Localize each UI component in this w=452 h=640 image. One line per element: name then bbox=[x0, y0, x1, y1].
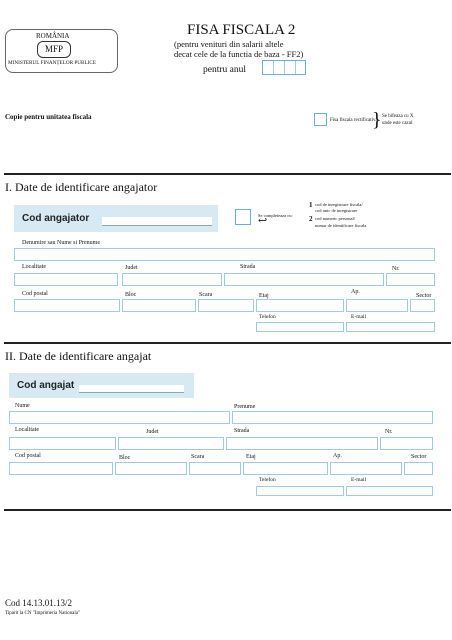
employee-code-label: Cod angajat bbox=[17, 380, 75, 391]
option1-line2: cod unic de inregistrare bbox=[315, 208, 358, 213]
employee-firstname-label: Prenume bbox=[234, 404, 256, 410]
employee-sector-input[interactable] bbox=[404, 462, 433, 475]
employee-surname-input[interactable] bbox=[9, 411, 230, 424]
employee-county-label: Judet bbox=[146, 429, 159, 435]
option2-line2: numar de identificare fiscala bbox=[315, 223, 367, 228]
employer-code-label: Cod angajator bbox=[22, 213, 90, 224]
employer-block-label: Bloc bbox=[125, 292, 137, 298]
arrow-icon: ↩ bbox=[258, 215, 268, 227]
form-subtitle-line1: (pentru venituri din salarii altele bbox=[174, 39, 284, 49]
employer-floor-input[interactable] bbox=[256, 299, 344, 312]
employee-phone-input[interactable] bbox=[256, 486, 344, 496]
employer-nr-label: Nr. bbox=[392, 266, 400, 272]
rectifying-checkbox[interactable] bbox=[314, 113, 327, 126]
employee-locality-label: Localitate bbox=[15, 427, 39, 433]
employee-apt-input[interactable] bbox=[330, 462, 402, 475]
employer-county-label: Judet bbox=[125, 265, 138, 271]
employer-locality-input[interactable] bbox=[14, 273, 118, 286]
logo-text: MFP bbox=[44, 44, 63, 54]
section1-top-rule bbox=[4, 173, 451, 175]
mfp-logo bbox=[37, 41, 71, 58]
code-type-checkbox[interactable] bbox=[235, 209, 251, 225]
employee-street-input[interactable] bbox=[226, 437, 378, 450]
employee-code-box[interactable] bbox=[9, 373, 194, 398]
rectifying-label: Fisa fiscala rectificativa bbox=[330, 118, 378, 123]
employer-code-input[interactable] bbox=[102, 217, 212, 226]
employer-block-input[interactable] bbox=[122, 299, 196, 312]
employee-locality-input[interactable] bbox=[9, 437, 116, 450]
employer-nr-input[interactable] bbox=[386, 273, 435, 286]
employee-floor-label: Etaj bbox=[246, 454, 256, 460]
employee-nr-input[interactable] bbox=[380, 437, 433, 450]
form-code: Cod 14.13.01.13/2 bbox=[5, 598, 73, 608]
employer-code-box[interactable] bbox=[14, 205, 218, 232]
ministry-label: MINISTERUL FINANȚELOR PUBLICE bbox=[8, 60, 96, 66]
employee-phone-label: Telefon bbox=[259, 477, 276, 483]
employer-stair-input[interactable] bbox=[198, 299, 254, 312]
country-label: ROMÂNIA bbox=[36, 32, 70, 40]
employer-county-input[interactable] bbox=[122, 273, 222, 286]
employee-apt-label: Ap. bbox=[333, 453, 342, 459]
employer-sector-input[interactable] bbox=[410, 299, 435, 312]
employee-surname-label: Nume bbox=[15, 403, 30, 409]
brace-icon: } bbox=[372, 109, 382, 131]
employer-street-label: Strada bbox=[240, 264, 256, 270]
employee-floor-input[interactable] bbox=[243, 462, 328, 475]
employer-phone-input[interactable] bbox=[256, 322, 344, 332]
employee-street-label: Strada bbox=[234, 428, 250, 434]
year-input[interactable] bbox=[262, 60, 306, 75]
employer-sector-label: Sector bbox=[416, 293, 432, 299]
employee-stair-label: Scara bbox=[191, 454, 205, 460]
employee-firstname-input[interactable] bbox=[232, 411, 433, 424]
mark-note-line1: Se bifeaza cu X bbox=[382, 114, 414, 119]
form-subtitle-line2: decat cele de la functia de baza - FF2) bbox=[174, 49, 304, 59]
option1-number: 1 bbox=[309, 201, 313, 209]
section2-top-rule bbox=[4, 342, 451, 344]
employer-name-input[interactable] bbox=[14, 248, 435, 261]
employer-stair-label: Scara bbox=[199, 292, 213, 298]
employee-block-input[interactable] bbox=[115, 462, 187, 475]
option1-line1: cod de inregistrare fiscala/ bbox=[315, 202, 363, 207]
employer-floor-label: Etaj bbox=[259, 293, 269, 299]
employer-email-input[interactable] bbox=[346, 322, 435, 332]
employee-email-input[interactable] bbox=[346, 486, 433, 496]
mark-note-line2: unde este cazul bbox=[382, 121, 413, 126]
employee-postal-input[interactable] bbox=[9, 462, 113, 475]
employer-postal-label: Cod postal bbox=[22, 291, 48, 297]
employee-stair-input[interactable] bbox=[189, 462, 241, 475]
employer-apt-input[interactable] bbox=[346, 299, 408, 312]
employer-locality-label: Localitate bbox=[22, 264, 46, 270]
employee-county-input[interactable] bbox=[118, 437, 224, 450]
employer-apt-label: Ap. bbox=[351, 289, 360, 295]
employee-postal-label: Cod postal bbox=[15, 453, 41, 459]
complete-with-label: Se completeaza cu: bbox=[258, 213, 293, 218]
employer-phone-label: Telefon bbox=[259, 314, 276, 320]
form-title: FISA FISCALA 2 bbox=[187, 22, 296, 38]
section2-title: II. Date de identificare angajat bbox=[5, 349, 152, 363]
section1-title: I. Date de identificare angajator bbox=[5, 180, 158, 194]
employer-street-input[interactable] bbox=[224, 273, 384, 286]
employer-email-label: E-mail bbox=[351, 314, 366, 320]
employer-postal-input[interactable] bbox=[14, 299, 120, 312]
section2-bottom-rule bbox=[4, 509, 451, 511]
option2-number: 2 bbox=[309, 215, 313, 223]
employee-nr-label: Nr. bbox=[385, 429, 393, 435]
year-label: pentru anul bbox=[203, 65, 247, 75]
copy-label: Copie pentru unitatea fiscala bbox=[5, 113, 92, 121]
employee-block-label: Bloc bbox=[119, 455, 131, 461]
employee-code-input[interactable] bbox=[79, 385, 184, 393]
employee-email-label: E-mail bbox=[351, 477, 366, 483]
employer-name-label: Denumire sau Nume si Prenume bbox=[22, 240, 100, 246]
printer-note: Tiparit la CN "Imprimeria Nationala" bbox=[5, 611, 80, 616]
option2-line1: cod numeric personal/ bbox=[315, 216, 355, 221]
employee-sector-label: Sector bbox=[411, 454, 427, 460]
